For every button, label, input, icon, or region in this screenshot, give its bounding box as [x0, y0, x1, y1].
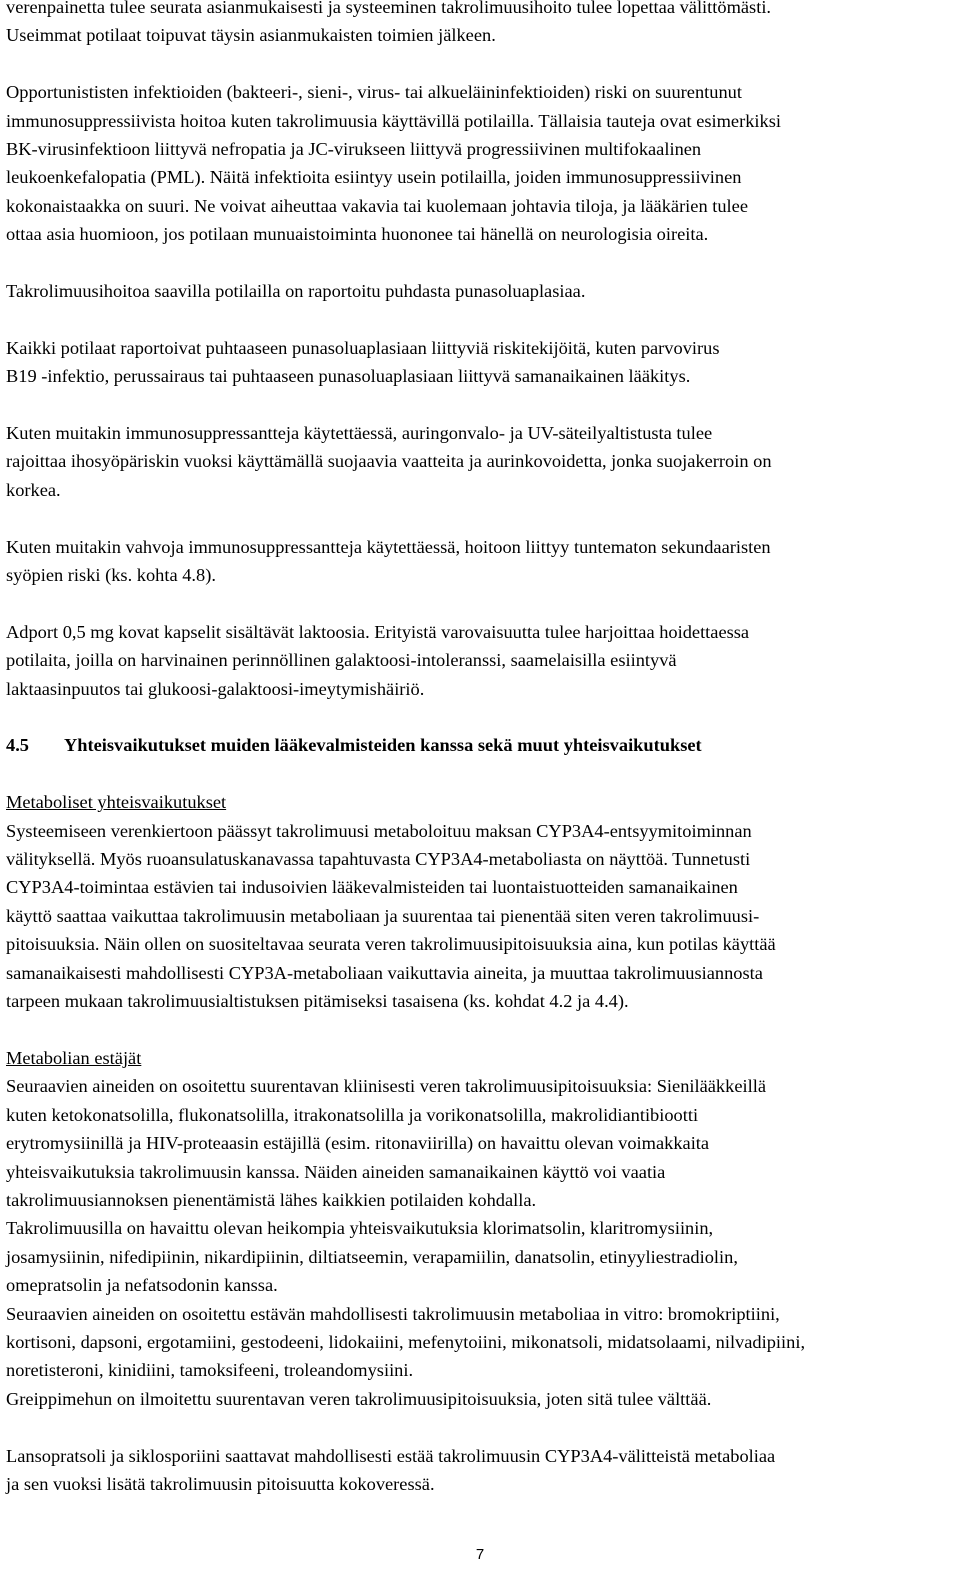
paragraph-weak-inhibitors: Takrolimuusilla on havaittu olevan heikompia yhteisvaikutuksia klorimatsolin, klaritromysiinin, josamysiinin, nifedipiinin, nikardipiinin, diltiatseemin, verapamiilin, danatsolin, etinyyliestradiolin, omepratsolin ja nefatsodonin kanssa. — [6, 1218, 738, 1296]
section-title: Yhteisvaikutukset muiden lääkevalmisteiden kanssa sekä muut yhteisvaikutukset — [64, 735, 702, 756]
paragraph-opportunistic-infections: Opportunististen infektioiden (bakteeri-, sieni-, virus- tai alkueläininfektioiden) riski on suurentunut immunosuppressiivista hoitoa kuten takrolimuusia käyttävillä potilailla. Tällaisia tauteja ovat esimerkiksi BK-virusinfektioon liittyvä nefropatia ja JC-virukseen liittyvä progressiivinen multifokaalinen leukoenkefalopatia (PML). Näitä infektioita esiintyy usein potilailla, joiden immunosuppressiivinen kokonaistaakka on suuri. Ne voivat aiheuttaa vakavia tai kuolemaan johtavia tiloja, ja lääkärien tulee ottaa asia huomioon, jos potilaan munuaistoiminta huononee tai hänellä on neurologisia oireita. — [6, 82, 781, 245]
section-number: 4.5 — [6, 735, 29, 756]
document-page — [6, 0, 954, 1527]
paragraph-lansoprazole-ciclosporin: Lansopratsoli ja siklosporiini saattavat mahdollisesti estää takrolimuusin CYP3A4-välitteistä metaboliaa ja sen vuoksi lisätä takrolimuusin pitoisuutta kokoveressä. — [6, 1445, 776, 1494]
paragraph-aplasia-risk-factors: Kaikki potilaat raportoivat puhtaaseen punasoluaplasiaan liittyviä riskitekijöitä, kuten parvovirus B19 -infektio, perussairaus tai puhtaaseen punasoluaplasiaan liittyvä samanaikainen lääkitys. — [6, 337, 720, 387]
paragraph-metabolic-interactions: Systeemiseen verenkiertoon päässyt takrolimuusi metaboloituu maksan CYP3A4-entsyymitoiminnan välityksellä. Myös ruoansulatuskanavassa tapahtuvasta CYP3A4-metaboliasta on näyttöä. Tunnetusti CYP3A4-toimintaa estävien tai indusoivien lääkevalmisteiden tai luontaistuotteiden samanaikainen käyttö saattaa vaikuttaa takrolimuusin metaboliaan ja suurentaa tai pienentää siten veren takrolimuusi- pitoisuuksia. Näin ollen on suositeltavaa seurata veren takrolimuusipitoisuuksia aina, kun potilas käyttää samanaikaisesti mahdollisesti CYP3A-metaboliaan vaikuttavia aineita, ja muuttaa takrolimuusiannosta tarpeen mukaan takrolimuusialtistuksen pitämiseksi tasaisena (ks. kohdat 4.2 ja 4.4). — [6, 820, 776, 1012]
subheading-metabolic-interactions: Metaboliset yhteisvaikutukset — [6, 792, 227, 813]
paragraph-uv-exposure: Kuten muitakin immunosuppressantteja käytettäessä, auringonvalo- ja UV-säteilyaltistusta tulee rajoittaa ihosyöpäriskin vuoksi käyttämällä suojaavia vaatteita ja aurinkovoidetta, jonka suojakerroin on korkea. — [6, 423, 772, 500]
page-number: 7 — [475, 1546, 485, 1563]
paragraph-lactose: Adport 0,5 mg kovat kapselit sisältävät laktoosia. Erityistä varovaisuutta tulee harjoittaa hoidettaessa potilaita, joilla on harvinainen perinnöllinen galaktoosi-intoleranssi, saamelaisilla esiintyvä laktaasinpuutos tai glukoosi-galaktoosi-imeytymishäiriö. — [6, 621, 750, 699]
paragraph-pure-red-cell-aplasia: Takrolimuusihoitoa saavilla potilailla on raportoitu puhdasta punasoluaplasiaa. — [6, 281, 586, 302]
section-heading — [6, 731, 954, 759]
paragraph-strong-inhibitors: Seuraavien aineiden on osoitettu suurentavan kliinisesti veren takrolimuusipitoisuuksia: Sienilääkkeillä kuten ketokonatsolilla, flukonatsolilla, itrakonatsolilla ja vorikonatsolilla, makrolidiantibiootti erytromysiinillä ja HIV-proteaasin estäjillä (esim. ritonaviirilla) on havaittu olevan voimakkaita yhteisvaikutuksia takrolimuusin kanssa. Näiden aineiden samanaikainen käyttö voi vaatia takrolimuusiannoksen pienentämistä lähes kaikkien potilaiden kohdalla. — [6, 1076, 766, 1210]
paragraph-grapefruit: Greippimehun on ilmoitettu suurentavan veren takrolimuusipitoisuuksia, joten sitä tulee välttää. — [6, 1388, 712, 1409]
paragraph-secondary-cancers: Kuten muitakin vahvoja immunosuppressantteja käytettäessä, hoitoon liittyy tuntematon sekundaaristen syöpien riski (ks. kohta 4.8). — [6, 536, 771, 586]
paragraph-hypertension-followup: verenpainetta tulee seurata asianmukaisesti ja systeeminen takrolimuusihoito tulee lopettaa välittömästi. Useimmat potilaat toipuvat täysin asianmukaisten toimien jälkeen. — [6, 0, 772, 46]
paragraph-in-vitro-inhibitors: Seuraavien aineiden on osoitettu estävän mahdollisesti takrolimuusin metaboliaa in vitro: bromokriptiini, kortisoni, dapsoni, ergotamiini, gestodeeni, lidokaiini, mefenytoiini, mikonatsoli, midatsolaami, nilvadipiini, noretisteroni, kinidiini, tamoksifeeni, troleandomysiini. — [6, 1303, 806, 1381]
subheading-metabolism-inhibitors: Metabolian estäjät — [6, 1047, 142, 1068]
